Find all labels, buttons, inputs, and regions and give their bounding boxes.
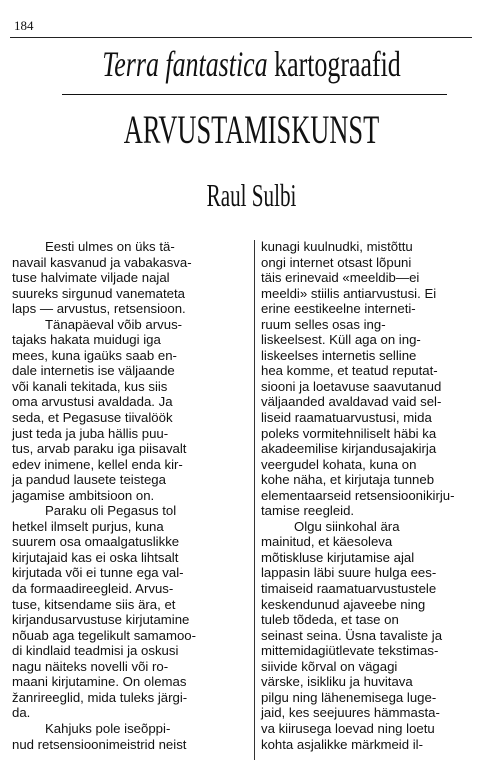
text-line: nud retsensioonimeistrid neist: [12, 736, 187, 752]
text-line: tamise reegleid.: [261, 503, 355, 519]
text-line: tajaks hakata muidugi iga: [12, 332, 161, 348]
text-line: da.: [12, 705, 31, 721]
text-line: kirjutada või ei tunne ega val-: [12, 565, 184, 581]
text-line: ruum selles osas ing-: [261, 316, 386, 332]
left-column: [12, 239, 248, 752]
text-line: just teda ja juba hällis puu-: [12, 425, 169, 441]
top-rule: [10, 37, 472, 38]
text-line: mainitud, et käesoleva: [261, 534, 393, 550]
text-line: lappasin läbi suure hulga ees-: [261, 565, 437, 581]
title-italic-part: Terra fantastica: [102, 44, 268, 84]
text-line: žanrireeglid, mida tuleks järgi-: [12, 689, 188, 705]
page-number: 184: [14, 18, 34, 33]
text-line: ja pandud lausete teistega: [12, 472, 166, 488]
text-line: kohe näha, et kirjutaja tunneb: [261, 472, 435, 488]
text-line: liskeelses internetis selline: [261, 347, 417, 363]
text-line: väljaanded avaldavad vaid sel-: [261, 394, 442, 410]
text-line: kirjandusarvustuse kirjutamine: [12, 612, 190, 628]
text-line: hea komme, et teatud reputat-: [261, 363, 438, 379]
text-line: Paraku oli Pegasus tol: [12, 503, 177, 519]
text-line: tuse, kitsendame siis ära, et: [12, 596, 176, 612]
text-line: da formaadireegleid. Arvus-: [12, 581, 174, 597]
text-line: akadeemilise kirjandusajakirja: [261, 441, 437, 457]
text-line: ongi internet otsast lõpuni: [261, 254, 412, 270]
text-line: tus, arvab paraku iga piisavalt: [12, 441, 187, 457]
text-line: liskeelsest. Küll aga on ing-: [261, 332, 421, 348]
text-line: laps — arvustus, retsensioon.: [12, 301, 186, 317]
text-line: siooni ja loetavuse saavutanud: [261, 378, 442, 394]
text-line: di kindlaid teadmisi ja oskusi: [12, 643, 179, 659]
title-rule: [62, 94, 447, 95]
text-line: jagamise ambitsioon on.: [12, 487, 155, 503]
text-line: navail kasvanud ja vabakasva-: [12, 254, 192, 270]
text-line: va kiirusega loevad ning loetu: [261, 720, 435, 736]
text-line: kunagi kuulnudki, mistõttu: [261, 239, 413, 254]
text-line: mees, kuna igaüks saab en-: [12, 347, 177, 363]
text-line: seinast seina. Üsna tavaliste ja: [261, 627, 443, 643]
text-line: erine eestikeelne interneti-: [261, 301, 416, 317]
text-line: nagu näiteks novelli või ro-: [12, 658, 169, 674]
text-line: Kahjuks pole iseõppi-: [12, 720, 171, 736]
text-line: dale internetis ise väljaande: [12, 363, 175, 379]
text-line: maani kirjutamine. On olemas: [12, 674, 187, 690]
text-line: oma arvustusi avaldada. Ja: [12, 394, 173, 410]
text-line: Tänapäeval võib arvus-: [12, 316, 183, 332]
text-line: tuse halvimate viljade najal: [12, 270, 170, 286]
column-divider: [254, 240, 255, 760]
text-line: mittemidagiütlevate tekstimas-: [261, 643, 439, 659]
text-line: elementaarseid retsensioonikirju-: [261, 487, 455, 503]
text-line: timaiseid raamatuarvustustele: [261, 581, 437, 597]
text-line: pilgu ning lähenemisega luge-: [261, 689, 437, 705]
text-line: hetkel ilmselt purjus, kuna: [12, 518, 164, 534]
text-line: kirjutajaid kas ei oska lihtsalt: [12, 549, 179, 565]
text-line: nõuab aga tegelikult samamoo-: [12, 627, 197, 643]
text-line: suurem osa omaalgatuslikke: [12, 534, 180, 550]
text-line: Eesti ulmes on üks tä-: [12, 239, 175, 254]
text-line: meeldi» stiilis antiarvustusi. Ei: [261, 285, 437, 301]
text-line: suureks sirgunud vanemateta: [12, 285, 186, 301]
text-line: seda, et Pegasuse tiivalöök: [12, 410, 173, 426]
text-line: kohta asjalikke märkmeid il-: [261, 736, 423, 752]
text-line: edev inimene, kellel enda kir-: [12, 456, 183, 472]
text-line: tuleb tõdeda, et tase on: [261, 612, 399, 628]
text-line: Olgu siinkohal ära: [261, 518, 400, 534]
text-line: või kanali tekitada, kus siis: [12, 378, 168, 394]
title-rest: kartograafid: [274, 44, 401, 84]
text-line: jaid, kes seejuures hämmasta-: [261, 705, 440, 721]
text-line: värske, isikliku ja huvitava: [261, 674, 413, 690]
right-column: [261, 239, 473, 752]
text-line: siivide kõrval on vägagi: [261, 658, 398, 674]
author-name: Raul Sulbi: [206, 177, 297, 213]
text-line: keskendunud ajaveebe ning: [261, 596, 426, 612]
article-title: [70, 45, 432, 85]
article-subtitle: ARVUSTAMISKUNST: [123, 107, 380, 152]
text-line: poleks vormitehniliselt häbi ka: [261, 425, 437, 441]
text-line: veergudel kohata, kuna on: [261, 456, 417, 472]
text-line: mõtiskluse kirjutamise ajal: [261, 549, 415, 565]
text-line: liseid raamatuarvustusi, mida: [261, 410, 432, 426]
text-line: täis erinevaid «meeldib—ei: [261, 270, 420, 286]
